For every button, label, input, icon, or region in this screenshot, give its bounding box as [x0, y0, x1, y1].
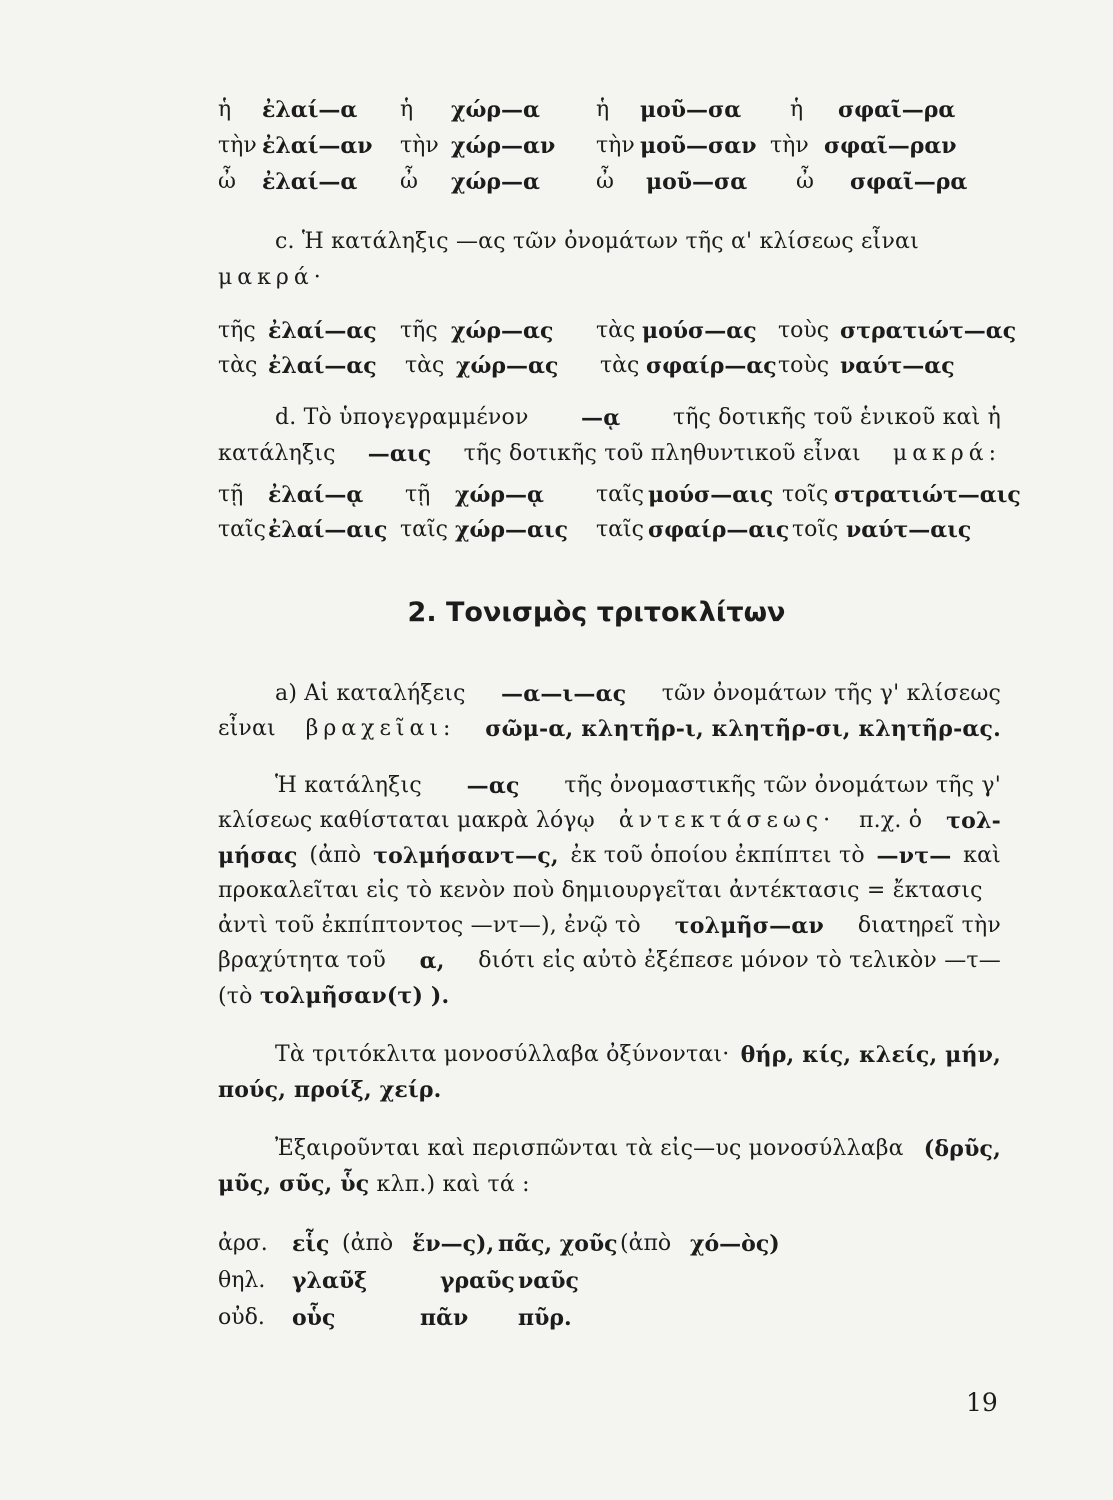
spaced-word: μακρά·: [218, 265, 326, 290]
word-form: χώρ—α: [451, 97, 540, 123]
para-text: (τὸ: [218, 984, 253, 1009]
para-text: καὶ: [963, 843, 1001, 868]
article: ὦ: [596, 169, 614, 194]
para-text: κλίσεως καθίσταται μακρὰ λόγῳ: [218, 808, 595, 833]
word-form: ναῦς: [518, 1268, 579, 1294]
word-form: χώρ—α: [451, 169, 540, 195]
ending: —ντ—: [876, 843, 952, 869]
section-c-line-2: [218, 263, 1001, 293]
gender-label: ἀρσ.: [218, 1231, 268, 1256]
para-c-line-1: [275, 1040, 1001, 1070]
word-form: οὗς: [292, 1305, 336, 1331]
para-text: ἐκ τοῦ ὁποίου ἐκπίπτει τὸ: [570, 843, 865, 868]
word-form: πᾶς, χοῦς: [498, 1231, 618, 1257]
word-form: ναύτ—ας: [840, 353, 955, 379]
word-form: χώρ—ᾳ: [455, 482, 544, 508]
spaced-word: ἀντεκτάσεως·: [618, 808, 836, 833]
word-form: ἐλαί—ας: [268, 353, 377, 379]
example-word: τολμήσαντ—ς,: [373, 843, 559, 869]
para-text: τῶν ὀνομάτων τῆς γ' κλίσεως: [661, 681, 1001, 706]
article: τὴν: [218, 133, 257, 158]
article: ταῖς: [400, 517, 448, 542]
word-form: ἐλαί—α: [262, 97, 358, 123]
ending: —ας: [466, 773, 520, 799]
word-form: γραῦς: [440, 1268, 515, 1294]
word-form: σφαῖ—ρα: [850, 169, 968, 195]
article: τοῖς: [792, 517, 839, 542]
word-form: ἐλαί—ᾳ: [268, 482, 364, 508]
word-form: μοῦ—σαν: [640, 133, 757, 159]
word-form: ναύτ—αις: [846, 517, 972, 543]
word-form: χώρ—ας: [456, 353, 559, 379]
example-words: σῶμ-α, κλητῆρ-ι, κλητῆρ-σι, κλητῆρ-ας.: [485, 716, 1001, 742]
article: τῇ: [218, 482, 244, 507]
para-text: διότι εἰς αὐτὸ ἐξέπεσε μόνον τὸ τελικὸν —τ—: [478, 948, 1001, 973]
article: τοὺς: [778, 353, 830, 378]
para-text: εἶναι: [218, 716, 276, 741]
section-d-text: d. Τὸ ὑπογεγραμμένον: [275, 405, 529, 430]
word-form: ἐλαί—α: [262, 169, 358, 195]
word-form: στρατιώτ—αις: [834, 482, 1021, 508]
word-form: μούσ—ας: [642, 318, 757, 344]
para-text: Ἡ κατάληξις: [275, 773, 422, 798]
example-word: μήσας: [218, 843, 298, 869]
para-text: κλπ.): [376, 1172, 436, 1197]
word-form: ἕν—ς),: [412, 1231, 495, 1257]
example-word: τολμῆσαν(τ) ).: [259, 983, 450, 1009]
para-text: (ἀπὸ: [620, 1231, 672, 1256]
para-text: βραχύτητα τοῦ: [218, 948, 386, 973]
word-form: ἐλαί—αις: [268, 517, 388, 543]
article: ὦ: [796, 169, 814, 194]
article: ταῖς: [596, 482, 644, 507]
para-text: (ἀπὸ: [342, 1231, 394, 1256]
article: τὰς: [405, 353, 445, 378]
word-form: πᾶν: [420, 1305, 469, 1331]
section-d-text: τῆς δοτικῆς τοῦ ἑνικοῦ καὶ ἡ: [672, 405, 1001, 430]
article: τοὺς: [778, 318, 830, 343]
section-c-line-1: [275, 227, 1001, 257]
article: ἡ: [790, 97, 804, 122]
word-form: ἐλαί—ας: [268, 318, 377, 344]
word-form: σφαίρ—αις: [648, 517, 790, 543]
example-words: θήρ, κίς, κλείς, μήν,: [740, 1042, 1001, 1068]
article: τὴν: [596, 133, 635, 158]
article: τοῖς: [782, 482, 829, 507]
example-words: πούς, προίξ, χείρ.: [218, 1077, 442, 1103]
article: τῆς: [218, 318, 256, 343]
article: τὰς: [596, 318, 636, 343]
article: τὰς: [600, 353, 640, 378]
para-text: τῆς ὀνομαστικῆς τῶν ὀνομάτων τῆς γ': [564, 773, 1001, 798]
para-text: (ἀπὸ: [309, 843, 362, 868]
word-form: χώρ—ας: [451, 318, 554, 344]
article: ταῖς: [596, 517, 644, 542]
para-text: ἀντὶ τοῦ ἐκπίπτοντος —ντ—), ἐνῷ τὸ: [218, 913, 641, 938]
article: τῆς: [400, 318, 438, 343]
article: ἡ: [596, 97, 610, 122]
letter: α,: [419, 948, 445, 974]
example-word: τολ-: [946, 808, 1001, 834]
para-text: προκαλεῖται εἰς τὸ κενὸν ποὺ δημιουργεῖται ἀντέκτασις = ἔκτασις: [218, 878, 983, 903]
para-a-line-1: [275, 679, 1001, 709]
para-text: a) Αἱ καταλήξεις: [275, 681, 466, 706]
word-form: σφαῖ—ρα: [838, 97, 956, 123]
word-form: στρατιώτ—ας: [840, 318, 1017, 344]
example-word: (δρῦς,: [923, 1136, 1001, 1162]
spaced-word: βραχεῖαι:: [305, 716, 456, 741]
para-text: Ἐξαιροῦνται καὶ περισπῶνται τὰ εἰς—υς μονοσύλλαβα: [275, 1136, 904, 1161]
para-text: καὶ τά :: [442, 1172, 530, 1197]
page-number: 19: [966, 1388, 998, 1417]
article: ἡ: [400, 97, 414, 122]
article: ταῖς: [218, 517, 266, 542]
para-a-line-2: [218, 714, 1001, 744]
word-form: πῦρ.: [518, 1305, 572, 1331]
section-d-text: τῆς δοτικῆς τοῦ πληθυντικοῦ εἶναι: [463, 441, 861, 466]
para-b-line-6: [218, 946, 1001, 976]
para-b-line-1: [275, 771, 1001, 801]
para-d-line-1: [275, 1134, 1001, 1164]
para-text: διατηρεῖ τὴν: [857, 913, 1001, 938]
section-heading: 2. Τονισμὸς τριτοκλίτων: [407, 597, 786, 628]
word-form: μούσ—αις: [648, 482, 774, 508]
word-form: γλαῦξ: [292, 1268, 368, 1294]
para-b-line-4: [218, 876, 1001, 906]
ending: —α—ι—ας: [501, 681, 627, 707]
article: τῇ: [405, 482, 431, 507]
spaced-word: μακρά:: [892, 441, 1001, 466]
para-b-line-7: [218, 981, 1001, 1012]
example-word: τολμῆσ—αν: [674, 913, 824, 939]
example-words: μῦς, σῦς, ὗς: [218, 1171, 370, 1197]
word-form: χώρ—αν: [451, 133, 556, 159]
gender-label: οὐδ.: [218, 1305, 265, 1330]
word-form: σφαῖ—ραν: [824, 133, 957, 159]
para-b-line-5: [218, 911, 1001, 941]
article: ἡ: [218, 97, 232, 122]
para-b-line-2: [218, 806, 1001, 836]
section-d-line-1: [275, 403, 1001, 433]
section-c-text: c. Ἡ κατάληξις —ας τῶν ὀνομάτων τῆς α' κλίσεως εἶναι: [275, 229, 919, 254]
article: τὴν: [770, 133, 809, 158]
ending: —αις: [367, 441, 432, 467]
word-form: χώρ—αις: [455, 517, 569, 543]
word-form: μοῦ—σα: [640, 97, 742, 123]
word-form: ἐλαί—αν: [262, 133, 373, 159]
section-d-line-2: [218, 439, 1001, 469]
para-d-line-2: [218, 1169, 1001, 1200]
para-b-line-3: [218, 841, 1001, 871]
para-text: Τὰ τριτόκλιτα μονοσύλλαβα ὀξύνονται·: [275, 1042, 730, 1067]
ending: —ᾳ: [581, 405, 621, 431]
article: ὦ: [400, 169, 418, 194]
article: τὰς: [218, 353, 258, 378]
word-form: εἷς: [292, 1231, 330, 1257]
article: τὴν: [400, 133, 439, 158]
para-text: π.χ. ὁ: [859, 808, 923, 833]
word-form: χό—ὸς): [690, 1231, 780, 1257]
article: ὦ: [218, 169, 236, 194]
para-c-line-2: [218, 1075, 1001, 1106]
gender-label: θηλ.: [218, 1268, 266, 1293]
word-form: σφαίρ—ας: [646, 353, 777, 379]
section-d-text: κατάληξις: [218, 441, 336, 466]
word-form: μοῦ—σα: [646, 169, 748, 195]
